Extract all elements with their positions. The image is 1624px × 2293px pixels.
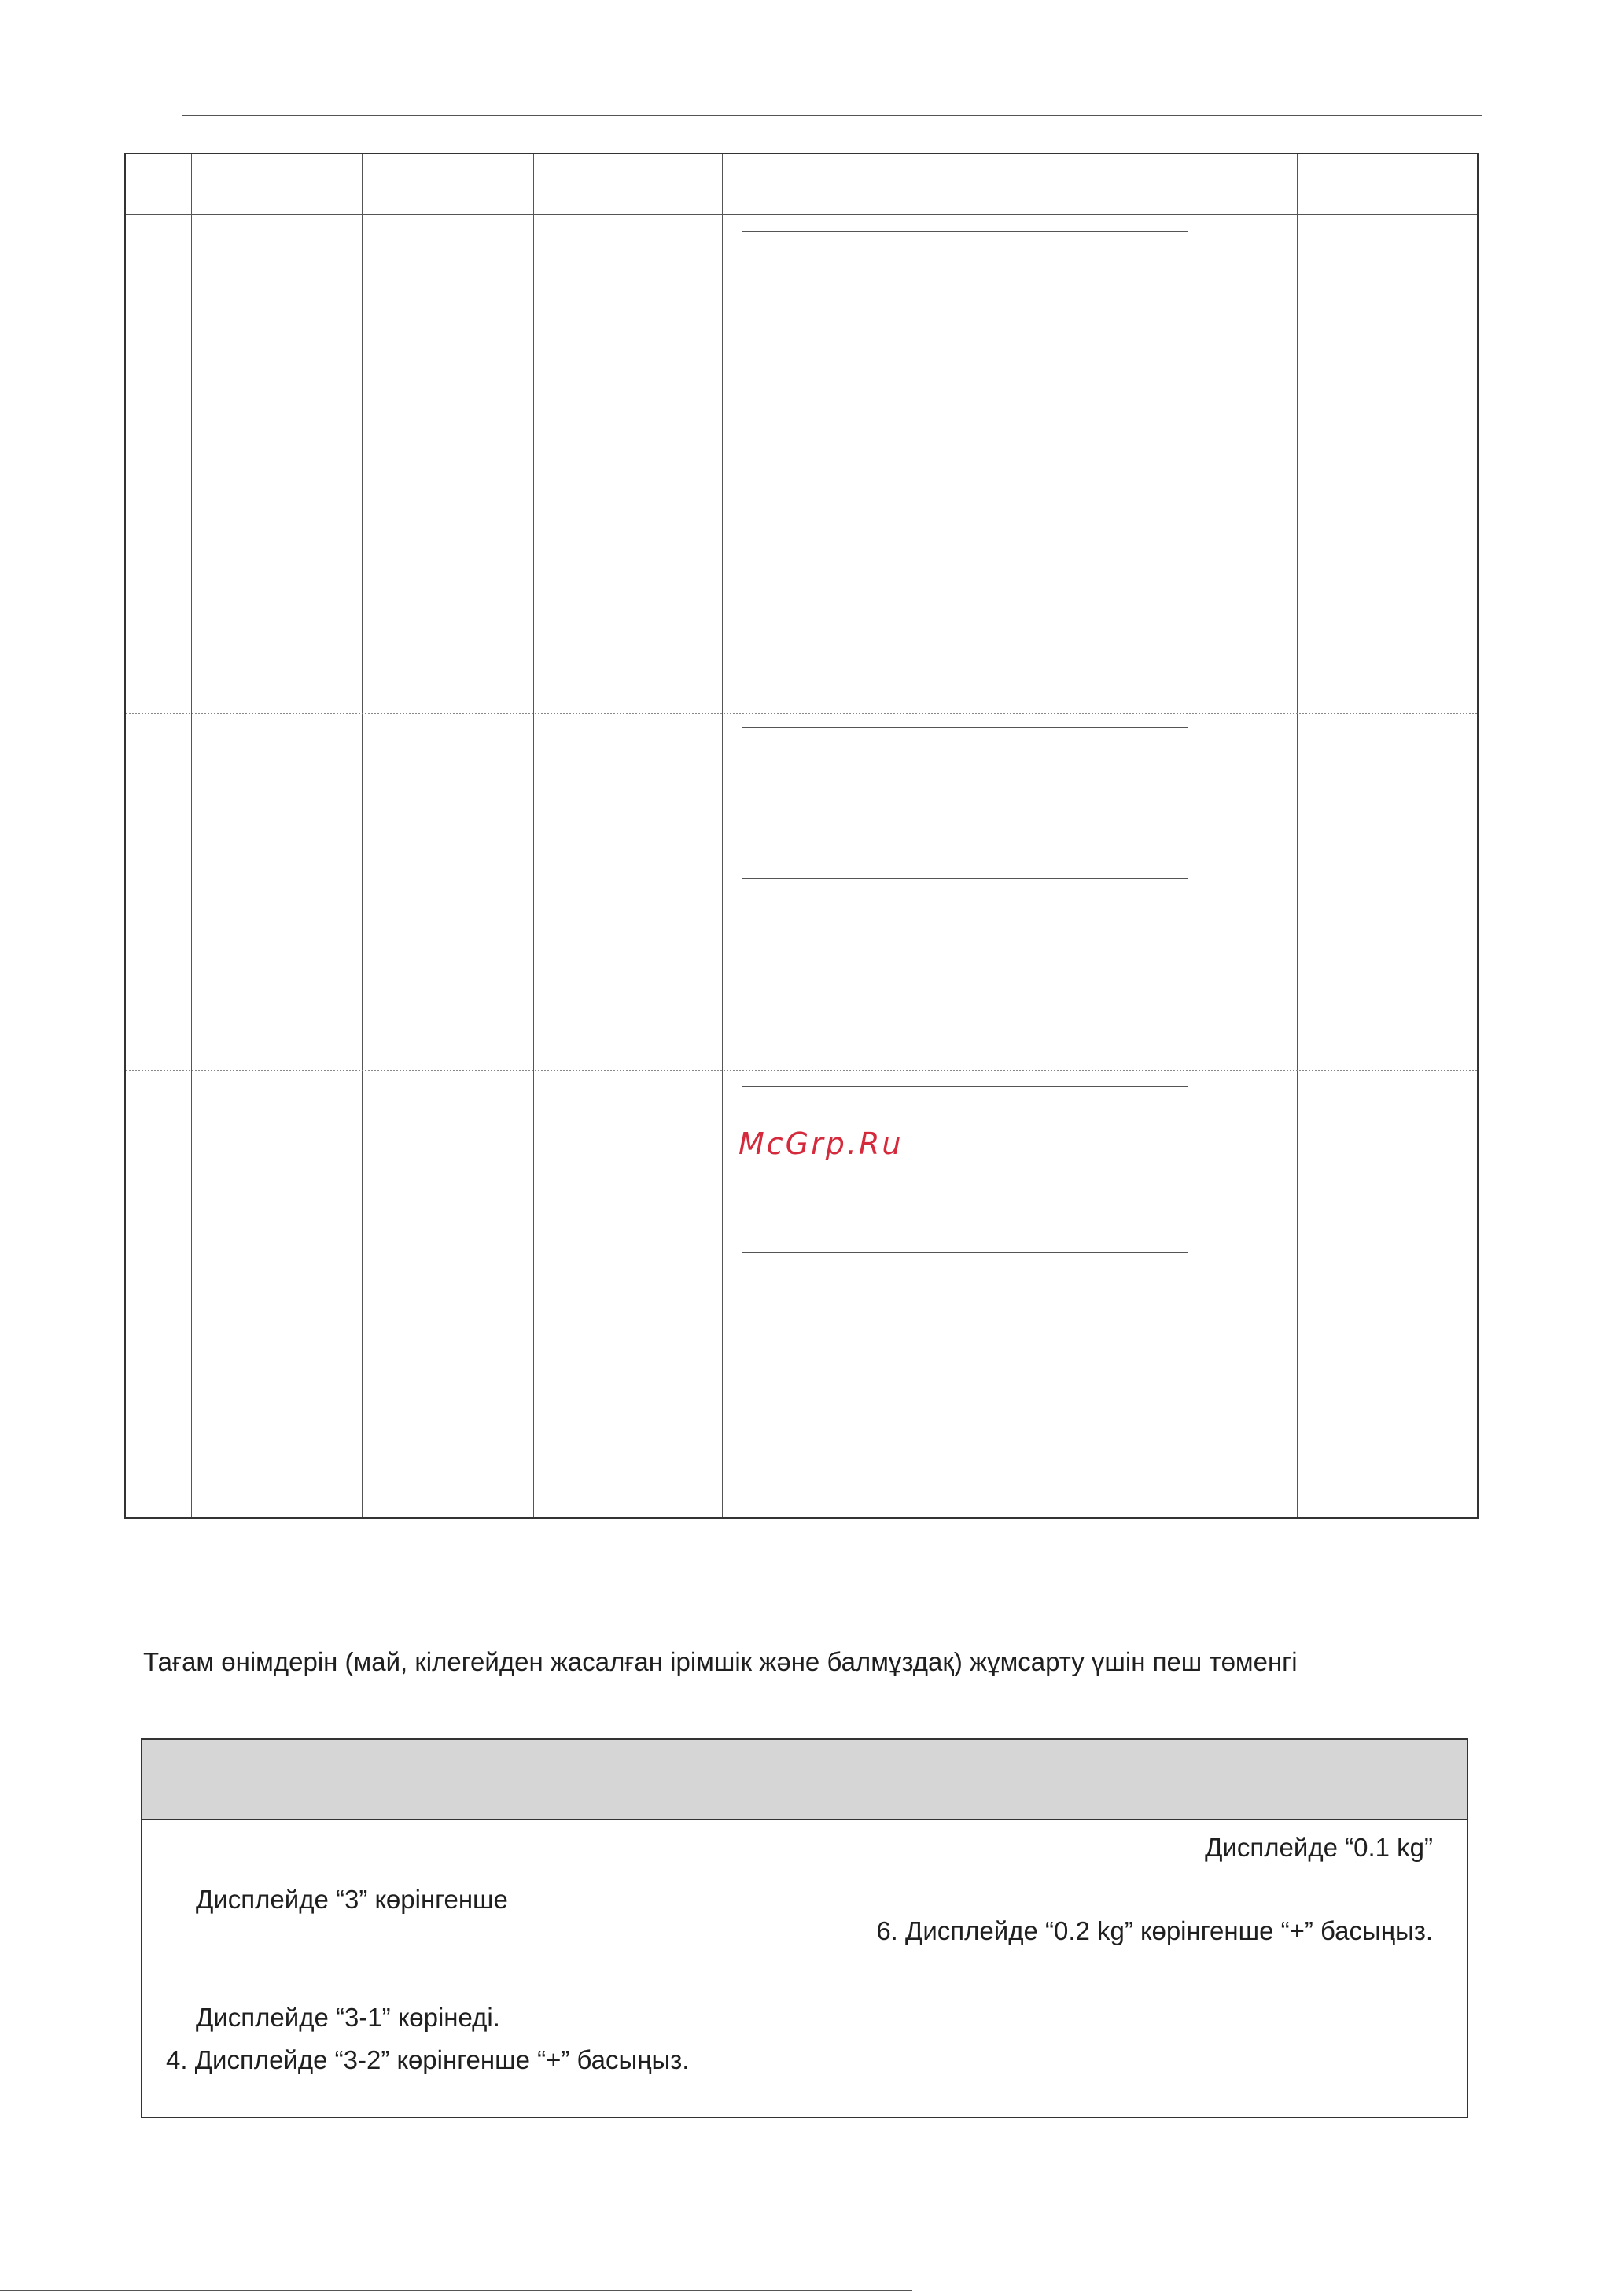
right-instruction-2: 6. Дисплейде “0.2 kg” көрінгенше “+” басыңыз. — [876, 1916, 1433, 1945]
instruction-panel — [141, 1738, 1468, 2118]
column-divider — [533, 154, 534, 1517]
left-instruction-2: Дисплейде “3-1” көрінеді. — [196, 2003, 500, 2032]
column-divider — [362, 154, 363, 1517]
header-row-divider — [126, 214, 1477, 215]
display-illustration-3 — [742, 1086, 1188, 1253]
header-rule — [182, 115, 1482, 116]
row-divider — [126, 1070, 1477, 1071]
left-instruction-1: Дисплейде “3” көрінгенше — [196, 1885, 508, 1914]
display-illustration-2 — [742, 727, 1188, 879]
display-illustration-1 — [742, 231, 1188, 496]
watermark: McGrp.Ru — [738, 1126, 904, 1161]
panel-header — [142, 1740, 1467, 1820]
column-divider — [191, 154, 192, 1517]
right-instruction-1: Дисплейде “0.1 kg” — [1205, 1833, 1433, 1862]
settings-table — [124, 153, 1479, 1519]
column-divider — [722, 154, 723, 1517]
left-instruction-3: 4. Дисплейде “3-2” көрінгенше “+” басыңыз. — [166, 2045, 690, 2074]
row-divider — [126, 713, 1477, 714]
column-divider — [1297, 154, 1298, 1517]
intro-paragraph: Тағам өнімдерін (май, кілегейден жасалған ірімшік және балмұздақ) жұмсарту үшін пеш төменгі — [143, 1647, 1298, 1676]
footer-rule — [0, 2290, 912, 2291]
